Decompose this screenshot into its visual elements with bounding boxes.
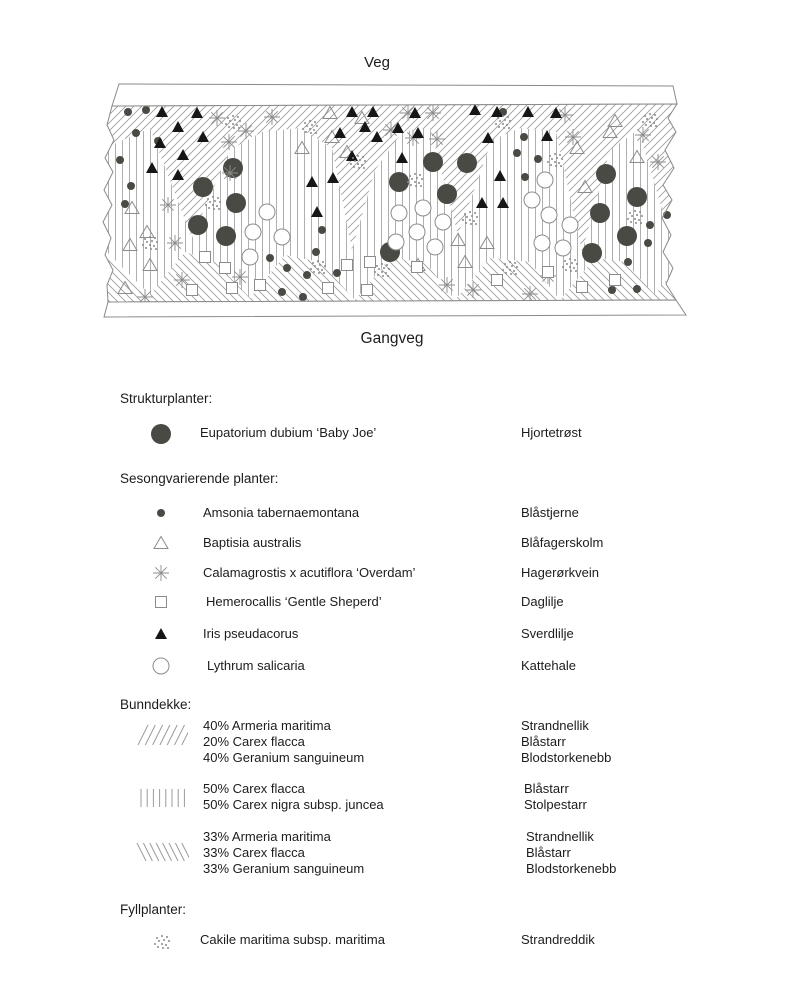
calamagrostis-legend-symbol (146, 561, 176, 585)
groundcover-mix (203, 781, 384, 813)
lythrum-symbol (409, 224, 425, 240)
groundcover-mix (203, 829, 364, 877)
amsonia-symbol (333, 269, 341, 277)
latin-name: Baptisia australis (203, 535, 302, 550)
eupatorium-symbol (226, 193, 246, 213)
iris-legend-symbol (146, 622, 176, 646)
amsonia-symbol (624, 258, 632, 266)
lythrum-symbol (534, 235, 550, 251)
norwegian-name: Sverdlilje (521, 626, 574, 641)
hemerocallis-symbol (365, 257, 376, 268)
norwegian-name: Hagerørkvein (521, 565, 600, 580)
legend-row-cakile (0, 930, 700, 950)
amsonia-symbol (121, 200, 129, 208)
norwegian-name: Blåfagerskolm (521, 535, 604, 550)
norwegian-name: Blåstarr (524, 781, 569, 796)
calamagrostis-symbol (429, 131, 445, 147)
eupatorium-symbol (582, 243, 602, 263)
legend-row-lythrum (0, 656, 700, 676)
iris-symbol (155, 628, 167, 639)
hemerocallis-symbol (227, 283, 238, 294)
lythrum-symbol (274, 229, 290, 245)
amsonia-symbol (633, 285, 641, 293)
eupatorium-symbol (596, 164, 616, 184)
legend-row-hemerocallis (0, 592, 700, 612)
lythrum-symbol (427, 239, 443, 255)
amsonia-symbol (283, 264, 291, 272)
eupatorium-symbol (457, 153, 477, 173)
amsonia-symbol (312, 248, 320, 256)
norwegian-name: Kattehale (521, 658, 576, 673)
planting-bed-plan (0, 0, 800, 370)
calamagrostis-symbol (439, 277, 455, 293)
norwegian-name: Blåstarr (521, 734, 566, 749)
lythrum-symbol (259, 204, 275, 220)
calamagrostis-symbol (238, 123, 254, 139)
walkway-strip (104, 300, 686, 317)
calamagrostis-symbol (565, 129, 581, 145)
hemerocallis-symbol (156, 597, 167, 608)
legend-row-amsonia (0, 503, 700, 523)
lythrum-symbol (242, 249, 258, 265)
forward-hatch-swatch (136, 722, 188, 748)
hemerocallis-symbol (577, 282, 588, 293)
calamagrostis-symbol (635, 127, 651, 143)
section-title-strukturplanter: Strukturplanter: (120, 391, 213, 406)
mix-line: 50% Carex nigra subsp. juncea (203, 797, 384, 812)
norwegian-name: Strandreddik (521, 932, 595, 947)
calamagrostis-symbol (264, 109, 280, 125)
calamagrostis-symbol (222, 165, 238, 181)
amsonia-symbol (266, 254, 274, 262)
norwegian-name: Strandnellik (521, 718, 589, 733)
hemerocallis-symbol (323, 283, 334, 294)
calamagrostis-symbol (160, 197, 176, 213)
eupatorium-symbol (193, 177, 213, 197)
calamagrostis-symbol (650, 154, 666, 170)
norwegian-name: Blodstorkenebb (526, 861, 617, 876)
calamagrostis-symbol (209, 110, 225, 126)
eupatorium-symbol (389, 172, 409, 192)
amsonia-symbol (142, 106, 150, 114)
amsonia-symbol (520, 133, 528, 141)
calamagrostis-symbol (425, 105, 441, 121)
legend-row-baptisia (0, 533, 700, 553)
amsonia-symbol (124, 108, 132, 116)
latin-name: Iris pseudacorus (203, 626, 299, 641)
legend-row-calamagrostis (0, 563, 700, 583)
latin-name: Hemerocallis ‘Gentle Sheperd’ (206, 594, 382, 609)
amsonia-symbol (318, 226, 326, 234)
hemerocallis-symbol (342, 260, 353, 271)
eupatorium-symbol (627, 187, 647, 207)
amsonia-symbol (132, 129, 140, 137)
lythrum-symbol (541, 207, 557, 223)
mix-line: 33% Armeria maritima (203, 829, 331, 844)
legend-row-iris (0, 624, 700, 644)
amsonia-symbol (157, 509, 165, 517)
mix-line: 33% Carex flacca (203, 845, 305, 860)
latin-name: Cakile maritima subsp. maritima (200, 932, 385, 947)
eupatorium-symbol (617, 226, 637, 246)
amsonia-symbol (644, 239, 652, 247)
amsonia-legend-symbol (146, 501, 176, 525)
norwegian-name: Strandnellik (526, 829, 594, 844)
calamagrostis-symbol (153, 565, 169, 581)
amsonia-symbol (303, 271, 311, 279)
eupatorium-symbol (423, 152, 443, 172)
eupatorium-symbol (223, 158, 243, 178)
road-label: Veg (364, 54, 390, 71)
eupatorium-symbol (216, 226, 236, 246)
groundcover-mix (203, 718, 364, 766)
amsonia-symbol (116, 156, 124, 164)
hemerocallis-symbol (543, 267, 554, 278)
baptisia-legend-symbol (146, 531, 176, 555)
amsonia-symbol (299, 293, 307, 301)
vertical-hatch-swatch (137, 787, 187, 809)
lythrum-symbol (435, 214, 451, 230)
calamagrostis-symbol (221, 134, 237, 150)
lythrum-symbol (562, 217, 578, 233)
groundcover-norwegian (524, 781, 587, 813)
norwegian-name: Blåstarr (526, 845, 571, 860)
calamagrostis-symbol (167, 235, 183, 251)
mix-line: 40% Armeria maritima (203, 718, 331, 733)
hemerocallis-symbol (255, 280, 266, 291)
lythrum-symbol (524, 192, 540, 208)
latin-name: Lythrum salicaria (207, 658, 305, 673)
lythrum-symbol (388, 234, 404, 250)
norwegian-name: Daglilje (521, 594, 564, 609)
road-strip (112, 84, 677, 106)
norwegian-name: Hjortetrøst (521, 425, 582, 440)
amsonia-symbol (278, 288, 286, 296)
amsonia-symbol (608, 286, 616, 294)
norwegian-name: Blodstorkenebb (521, 750, 612, 765)
lythrum-legend-symbol (146, 654, 176, 678)
eupatorium-symbol (590, 203, 610, 223)
groundcover-norwegian (521, 718, 611, 766)
hemerocallis-symbol (362, 285, 373, 296)
amsonia-symbol (521, 173, 529, 181)
hemerocallis-symbol (220, 263, 231, 274)
section-title-sesongvarierende: Sesongvarierende planter: (120, 471, 279, 486)
amsonia-symbol (127, 182, 135, 190)
lythrum-symbol (537, 172, 553, 188)
norwegian-name: Blåstjerne (521, 505, 579, 520)
cakile-legend-symbol (147, 929, 177, 955)
latin-name: Amsonia tabernaemontana (203, 505, 360, 520)
lythrum-symbol (555, 240, 571, 256)
walkway-label: Gangveg (360, 330, 424, 347)
amsonia-symbol (646, 221, 654, 229)
hemerocallis-legend-symbol (146, 590, 176, 614)
eupatorium-symbol (151, 424, 171, 444)
mix-line: 20% Carex flacca (203, 734, 305, 749)
hemerocallis-symbol (610, 275, 621, 286)
amsonia-symbol (513, 149, 521, 157)
section-title-bunndekke: Bunndekke: (120, 697, 192, 712)
legend-row-eupatorium (0, 423, 700, 443)
groundcover-norwegian (526, 829, 616, 877)
mix-line: 33% Geranium sanguineum (203, 861, 365, 876)
amsonia-symbol (534, 155, 542, 163)
baptisia-symbol (154, 537, 168, 549)
backward-hatch-swatch (135, 840, 189, 864)
cakile-symbol (154, 935, 170, 949)
norwegian-name: Stolpestarr (524, 797, 587, 812)
lythrum-symbol (415, 200, 431, 216)
calamagrostis-symbol (522, 286, 538, 302)
hemerocallis-symbol (412, 262, 423, 273)
section-title-fyllplanter: Fyllplanter: (120, 902, 187, 917)
eupatorium-legend-symbol (146, 421, 176, 447)
calamagrostis-symbol (465, 282, 481, 298)
latin-name: Calamagrostis x acutiflora ‘Overdam’ (203, 565, 416, 580)
hemerocallis-symbol (187, 285, 198, 296)
plan-svg (0, 0, 800, 370)
lythrum-symbol (245, 224, 261, 240)
mix-line: 50% Carex flacca (203, 781, 305, 796)
hemerocallis-symbol (492, 275, 503, 286)
lythrum-symbol (153, 658, 169, 674)
eupatorium-symbol (188, 215, 208, 235)
eupatorium-symbol (437, 184, 457, 204)
latin-name: Eupatorium dubium ‘Baby Joe’ (200, 425, 377, 440)
hemerocallis-symbol (200, 252, 211, 263)
lythrum-symbol (391, 205, 407, 221)
mix-line: 40% Geranium sanguineum (203, 750, 365, 765)
